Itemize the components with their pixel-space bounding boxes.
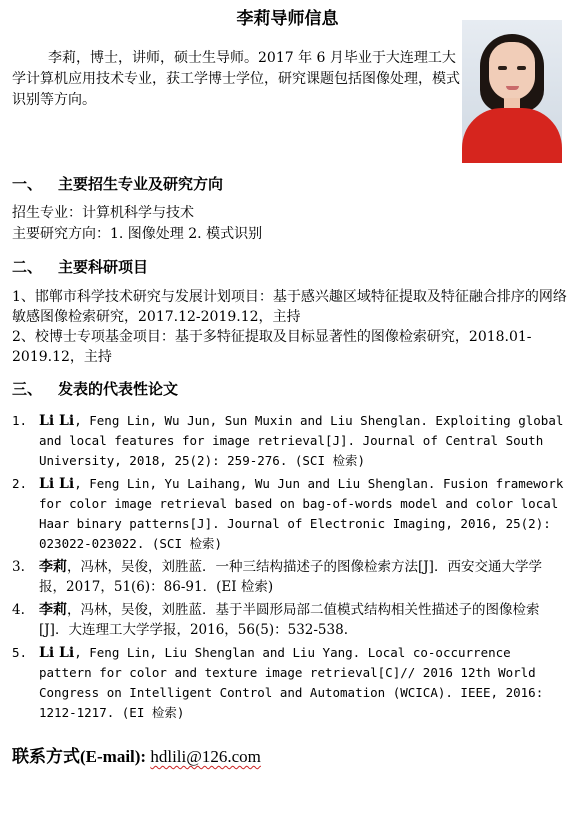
page-title: 李莉导师信息 (236, 9, 339, 29)
paper-citation: ，冯林，吴俊，刘胜蓝．基于半圆形局部二值模式结构相关性描述子的图像检索[J]．大连理工大学学报，2016，56(5)：532-538. (39, 602, 540, 638)
paper-item (12, 411, 567, 471)
paper-list (12, 411, 567, 726)
paper-item (12, 557, 567, 597)
paper-item (12, 474, 567, 554)
paper-number: 3. (12, 559, 25, 575)
paper-number: 4. (12, 602, 25, 618)
paper-citation: , Feng Lin, Wu Jun, Sun Muxin and Liu Shenglan. Exploiting global and local features for image retrieval[J]. Journal of Central South University, 2018, 25(2): 259-276. (SCI 检索) (39, 413, 564, 468)
enrollment-major: 招生专业：计算机科学与技术 (12, 205, 194, 221)
intro-paragraph: 李莉，博士，讲师，硕士生导师。2017 年 6 月毕业于大连理工大学计算机应用技术专业，获工学博士学位，研究课题包括图像处理，模式识别等方向。 (12, 50, 460, 108)
research-directions: 主要研究方向：1. 图像处理 2. 模式识别 (12, 226, 263, 242)
paper-author: 李莉 (39, 602, 67, 618)
paper-author: Li Li (39, 476, 75, 492)
paper-citation: ，冯林，吴俊，刘胜蓝．一种三结构描述子的图像检索方法[J]．西安交通大学学报，2017，51(6)：86-91．(EI 检索) (39, 559, 542, 595)
section-number: 一、 (12, 175, 43, 193)
paper-author: Li Li (39, 645, 75, 661)
contact-line (12, 742, 261, 767)
paper-item (12, 643, 567, 723)
contact-label: 联系方式(E-mail): (12, 747, 147, 766)
paper-number: 5. (12, 645, 28, 660)
section-number: 三、 (12, 380, 43, 398)
paper-citation: , Feng Lin, Yu Laihang, Wu Jun and Liu Shenglan. Fusion framework for color image retrieval based on bag-of-words model and color local Haar binary patterns[J]. Journal of Electronic Imaging, 2016, 25(2): 023022-023022. (SCI 检索) (39, 476, 564, 551)
section-heading-papers (12, 378, 178, 399)
section-title: 主要科研项目 (58, 258, 149, 276)
section-title: 发表的代表性论文 (58, 380, 179, 398)
project-item: 1、邯郸市科学技术研究与发展计划项目：基于感兴趣区域特征提取及特征融合排序的网络敏感图像检索研究，2017.12-2019.12，主持 (12, 289, 567, 325)
contact-email[interactable]: hdlili@126.com (150, 747, 261, 766)
paper-author: Li Li (39, 413, 75, 429)
section-number: 二、 (12, 258, 43, 276)
paper-author: 李莉 (39, 559, 67, 575)
paper-item (12, 600, 567, 640)
section-heading-projects (12, 256, 148, 277)
section-title: 主要招生专业及研究方向 (58, 175, 224, 193)
paper-number: 2. (12, 476, 28, 491)
section-heading-enrollment (12, 173, 223, 194)
portrait-photo (462, 20, 562, 163)
paper-citation: , Feng Lin, Liu Shenglan and Liu Yang. Local co-occurrence pattern for color and texture image retrieval[C]// 2016 12th World Congress on Intelligent Control and Automation (WCICA). IEEE, 2016: 1212-1217. (EI 检索) (39, 645, 544, 720)
paper-number: 1. (12, 413, 28, 428)
project-item: 2、校博士专项基金项目：基于多特征提取及目标显著性的图像检索研究，2018.01-2019.12，主持 (12, 329, 532, 365)
